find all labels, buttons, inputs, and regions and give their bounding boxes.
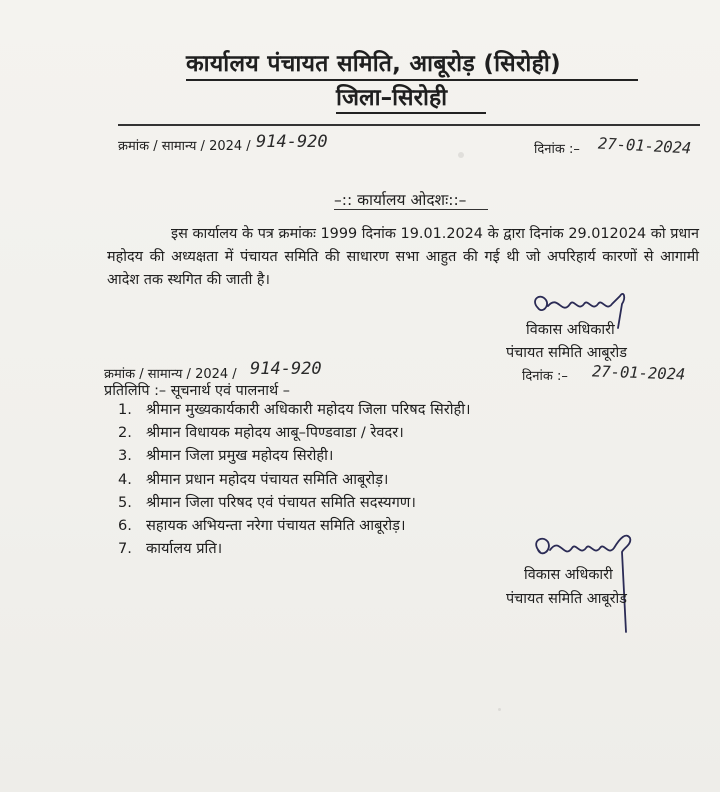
list-item: 6. सहायक अभियन्ता नरेगा पंचायत समिति आबूरोड़।: [118, 516, 406, 534]
district-title-underline: [336, 112, 486, 114]
office-title: कार्यालय पंचायत समिति, आबूरोड़ (सिरोही): [186, 51, 561, 77]
list-item: 5. श्रीमान जिला परिषद एवं पंचायत समिति सदस्यगण।: [118, 493, 416, 511]
list-item: 2. श्रीमान विधायक महोदय आबू–पिण्डवाडा / रेवदर।: [118, 424, 404, 442]
dinank-label: दिनांक :–: [534, 142, 580, 157]
copy-kramank-printed: क्रमांक / सामान्य / 2024 /: [104, 367, 237, 382]
signature-2-designation: विकास अधिकारी: [524, 567, 613, 583]
copy-dinank-label: दिनांक :–: [522, 369, 568, 384]
dinank-handwritten: 27-01-2024: [597, 134, 692, 158]
copy-list: [118, 398, 471, 560]
order-body-text: इस कार्यालय के पत्र क्रमांकः 1999 दिनांक 19.01.2024 के द्वारा दिनांक 29.012024 को प्रधान महोदय की अध्यक्षता में पंचायत समिति की साधारण सभा आहुत की गई थी जो अपरिहार्य कारणों से आगामी आदेश तक स्थगित की जाती है।: [107, 226, 699, 288]
order-heading-underline: [334, 209, 488, 210]
signature-1-designation: विकास अधिकारी: [526, 322, 615, 338]
order-body: [107, 223, 699, 292]
kramank-handwritten: 914-920: [256, 132, 328, 152]
order-heading: –:: कार्यालय ओदशः::–: [334, 191, 467, 209]
copy-kramank-handwritten: 914-920: [250, 359, 322, 379]
district-title: जिला–सिरोही: [336, 85, 448, 111]
list-item: 1. श्रीमान मुख्यकार्यकारी अधिकारी महोदय जिला परिषद सिरोही।: [118, 401, 471, 418]
signature-1-office: पंचायत समिति आबूरोड: [506, 345, 627, 361]
paper-speck: [458, 152, 464, 158]
list-item: 7. कार्यालय प्रति।: [118, 540, 223, 558]
signature-2-office: पंचायत समिति आबूरोड: [506, 591, 627, 607]
paper-speck: [498, 708, 501, 711]
copy-label: प्रतिलिपि :– सूचनार्थ एवं पालनार्थ –: [104, 383, 290, 399]
copy-dinank-handwritten: 27-01-2024: [591, 362, 686, 384]
list-item: 3. श्रीमान जिला प्रमुख महोदय सिरोही।: [118, 447, 334, 465]
kramank-printed: क्रमांक / सामान्य / 2024 /: [118, 139, 251, 154]
header-separator: [118, 124, 700, 126]
list-item: 4. श्रीमान प्रधान महोदय पंचायत समिति आबूरोड़।: [118, 470, 389, 488]
